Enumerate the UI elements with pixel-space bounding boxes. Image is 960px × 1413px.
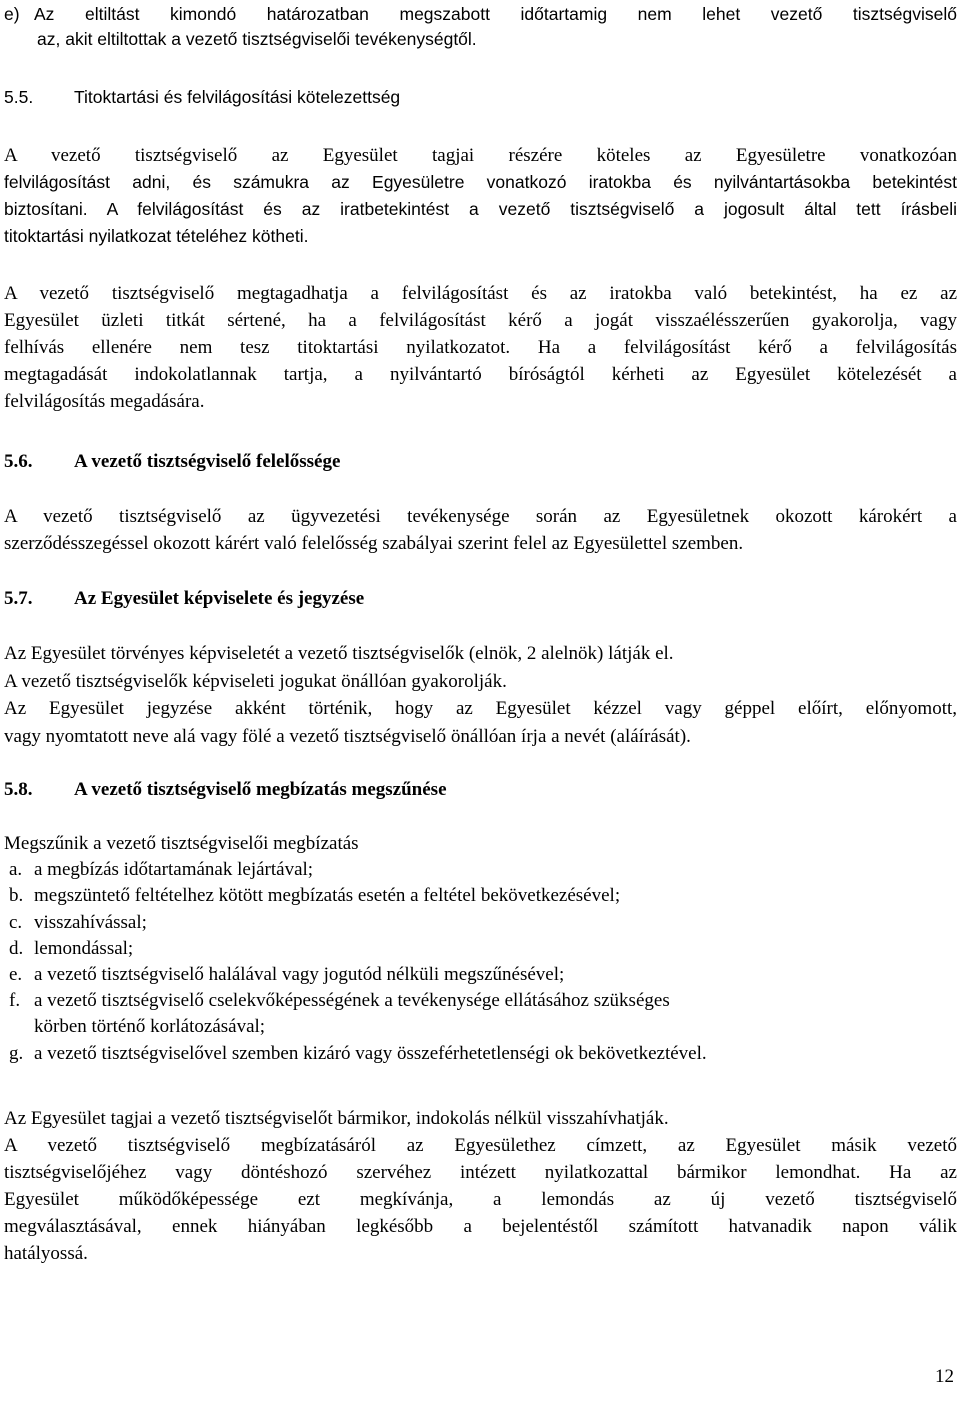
text-line: Egyesület működőképessége ezt megkívánja, a lemondás az új vezető tisztségviselő — [4, 1189, 957, 1210]
text-line: megtagadását indokolatlannak tartja, a nyilvántartó bíróságtól kérheti az Egyesület kötelezését a — [4, 364, 957, 385]
list-item-text: a vezető tisztségviselővel szemben kizáró vagy összeférhetetlenségi ok bekövetkeztével. — [34, 1042, 707, 1064]
text-line: megválasztásával, ennek hiányában legkésőbb a bejelentéstől számított hatvanadik napon válik — [4, 1216, 957, 1237]
list-marker: e) — [4, 4, 20, 24]
list-item — [4, 910, 957, 936]
paragraph — [4, 142, 957, 250]
list-marker: c. — [9, 911, 23, 933]
list-item-text: megszüntető feltételhez kötött megbízatás esetén a feltétel bekövetkezésével; — [34, 885, 621, 907]
section-title: A vezető tisztségviselő felelőssége — [74, 451, 341, 472]
list-item — [4, 857, 957, 883]
text-line: szerződésszegéssel okozott kárért való felelősség szabályai szerint felel az Egyesülettel szemben. — [4, 533, 744, 554]
section-heading-5-7 — [4, 586, 364, 611]
text-line: Az Egyesület tagjai a vezető tisztségviselőt bármikor, indokolás nélkül visszahívhatják. — [4, 1108, 669, 1129]
text-line: felvilágosítás megadására. — [4, 391, 205, 412]
text-line: A vezető tisztségviselő az ügyvezetési tevékenysége során az Egyesületnek okozott károkért a — [4, 506, 957, 527]
list-item-e — [4, 2, 957, 52]
paragraph — [4, 503, 957, 557]
list-item-line — [4, 2, 957, 27]
section-heading-5-8 — [4, 777, 447, 802]
list-item-text: körben történő korlátozásával; — [34, 1016, 266, 1038]
list-marker: e. — [9, 964, 23, 986]
text-line: A vezető tisztségviselők képviseleti jogukat önállóan gyakorolják. — [4, 670, 507, 692]
list-marker: b. — [9, 885, 24, 907]
text-line: hatályossá. — [4, 1243, 88, 1264]
section-number: 5.7. — [4, 588, 33, 609]
list-item — [4, 883, 957, 909]
paragraph — [4, 640, 957, 750]
list-marker: g. — [9, 1042, 24, 1064]
section-heading-5-5 — [4, 85, 400, 110]
list-item-text: lemondással; — [34, 937, 134, 959]
list-item-text: visszahívással; — [34, 911, 147, 933]
section-title: Az Egyesület képviselete és jegyzése — [74, 588, 365, 609]
list-item-text: a megbízás időtartamának lejártával; — [34, 859, 314, 881]
list-item-text: a vezető tisztségviselő halálával vagy jogutód nélküli megszűnésével; — [34, 964, 565, 986]
text-line: Egyesület üzleti titkát sértené, ha a felvilágosítást kérő a jogát visszaélésszerűen gyakorolja, vagy — [4, 310, 957, 331]
section-number: 5.8. — [4, 779, 33, 800]
text-line: tisztségviselőjéhez vagy döntéshozó szervéhez intézett nyilatkozattal bármikor lemondhat. Ha az — [4, 1162, 957, 1183]
text-line: felhívás ellenére nem tesz titoktartási nyilatkozatot. Ha a felvilágosítást kérő a felvilágosítás — [4, 337, 957, 358]
section-number: 5.6. — [4, 451, 33, 472]
text-line: Az Egyesület jegyzése akként történik, hogy az Egyesület kézzel vagy géppel előírt, előnyomott, — [4, 698, 957, 719]
section-heading-5-6 — [4, 449, 340, 474]
list-item — [4, 962, 957, 988]
paragraph — [4, 1105, 957, 1267]
list-item — [4, 1041, 957, 1067]
text-line: A vezető tisztségviselő az Egyesület tagjai részére köteles az Egyesületre vonatkozóan — [4, 145, 957, 166]
list-item — [4, 988, 957, 1014]
list-item-continuation — [4, 1014, 957, 1040]
section-number: 5.5. — [4, 87, 34, 107]
list-marker: f. — [9, 990, 21, 1012]
list-item-text: Az eltiltást kimondó határozatban megszabott időtartamig nem lehet vezető tisztségviselő — [34, 4, 957, 24]
termination-list — [4, 831, 957, 1067]
list-marker: a. — [9, 859, 23, 881]
text-line: biztosítani. A felvilágosítást és az iratbetekintést a vezető tisztségviselő a jogosult által tett írásbeli — [4, 199, 957, 219]
list-item-text: a vezető tisztségviselő cselekvőképességének a tevékenysége ellátásához szükséges — [34, 990, 670, 1012]
list-item-text: az, akit eltiltottak a vezető tisztségviselői tevékenységtől. — [37, 29, 477, 49]
list-marker: d. — [9, 937, 24, 959]
text-line: vagy nyomtatott neve alá vagy fölé a vezető tisztségviselő önállóan írja a nevét (aláírását). — [4, 725, 691, 747]
list-intro: Megszűnik a vezető tisztségviselői megbízatás — [4, 833, 359, 854]
section-title: Titoktartási és felvilágosítási kötelezettség — [74, 87, 401, 107]
list-item — [4, 936, 957, 962]
section-title: A vezető tisztségviselő megbízatás megszűnése — [74, 779, 447, 800]
text-line: felvilágosítást adni, és számukra az Egyesületre vonatkozó iratokba és nyilvántartásokba betekintést — [4, 172, 957, 192]
text-line: Az Egyesület törvényes képviseletét a vezető tisztségviselők (elnök, 2 alelnök) látják el. — [4, 643, 674, 664]
text-line: A vezető tisztségviselő megbízatásáról az Egyesülethez címzett, az Egyesület másik vezető — [4, 1135, 957, 1156]
paragraph — [4, 280, 957, 415]
text-line: A vezető tisztségviselő megtagadhatja a felvilágosítást és az iratokba való betekintést, ha ez az — [4, 283, 957, 304]
page-number: 12 — [935, 1366, 954, 1387]
text-line: titoktartási nyilatkozat tételéhez kötheti. — [4, 226, 309, 246]
